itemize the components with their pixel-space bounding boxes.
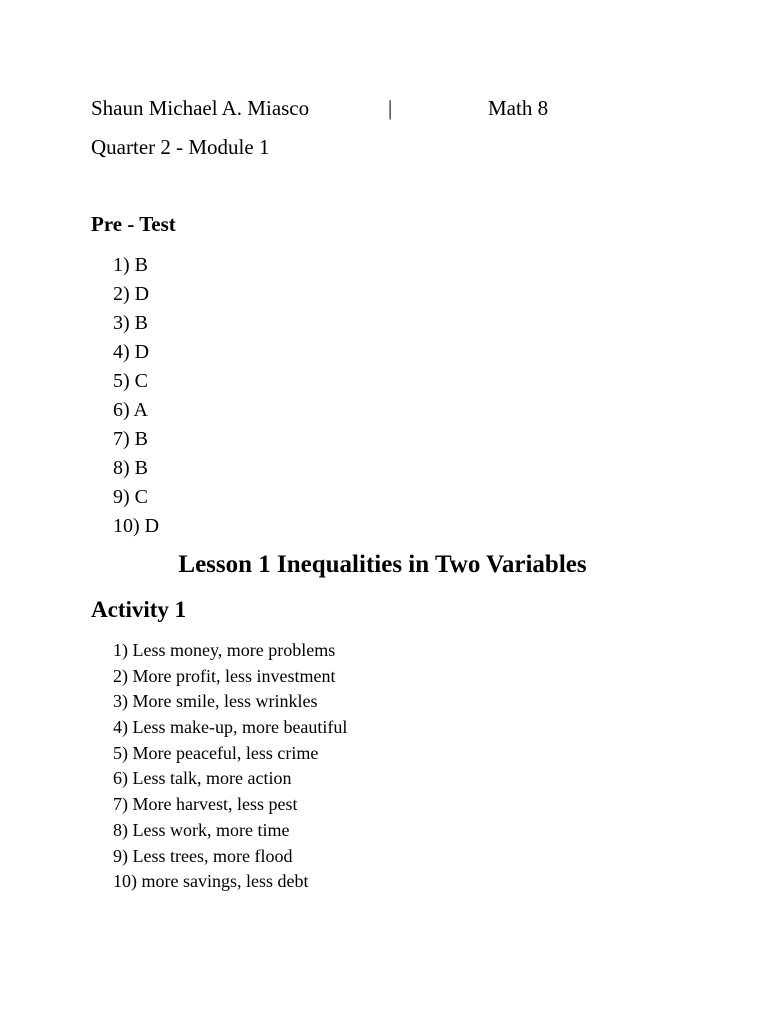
pretest-heading: Pre - Test [91,212,176,236]
header-separator: | [388,96,393,120]
subject-label: Math 8 [488,96,549,120]
pretest-answer: 8) B [113,457,148,479]
activity-heading: Activity 1 [91,597,187,622]
pretest-answer: 2) D [113,283,150,305]
pretest-answer: 5) C [113,370,148,392]
pretest-answer: 10) D [113,515,160,537]
activity-item: 4) Less make-up, more beautiful [113,717,348,738]
pretest-answer: 3) B [113,312,148,334]
pretest-answer: 1) B [113,254,148,276]
activity-item: 3) More smile, less wrinkles [113,691,318,712]
activity-item: 5) More peaceful, less crime [113,742,319,763]
module-label: Quarter 2 - Module 1 [91,135,270,159]
lesson-heading-text: Lesson 1 Inequalities in Two Variables [178,551,587,578]
activity-item: 6) Less talk, more action [113,768,292,789]
student-name: Shaun Michael A. Miasco [91,96,310,120]
activity-item: 8) Less work, more time [113,819,290,840]
activity-item: 10) more savings, less debt [113,871,309,892]
activity-item-list [113,638,347,895]
lesson-heading [0,549,768,581]
activity-item: 1) Less money, more problems [113,640,336,660]
pretest-answer: 6) A [113,399,148,421]
activity-item: 7) More harvest, less pest [113,794,298,815]
pretest-answer: 7) B [113,428,148,450]
pretest-answer: 4) D [113,341,150,363]
activity-item: 2) More profit, less investment [113,665,336,686]
pretest-answer-list [113,251,159,541]
activity-item: 9) Less trees, more flood [113,845,293,866]
pretest-answer: 9) C [113,486,148,508]
